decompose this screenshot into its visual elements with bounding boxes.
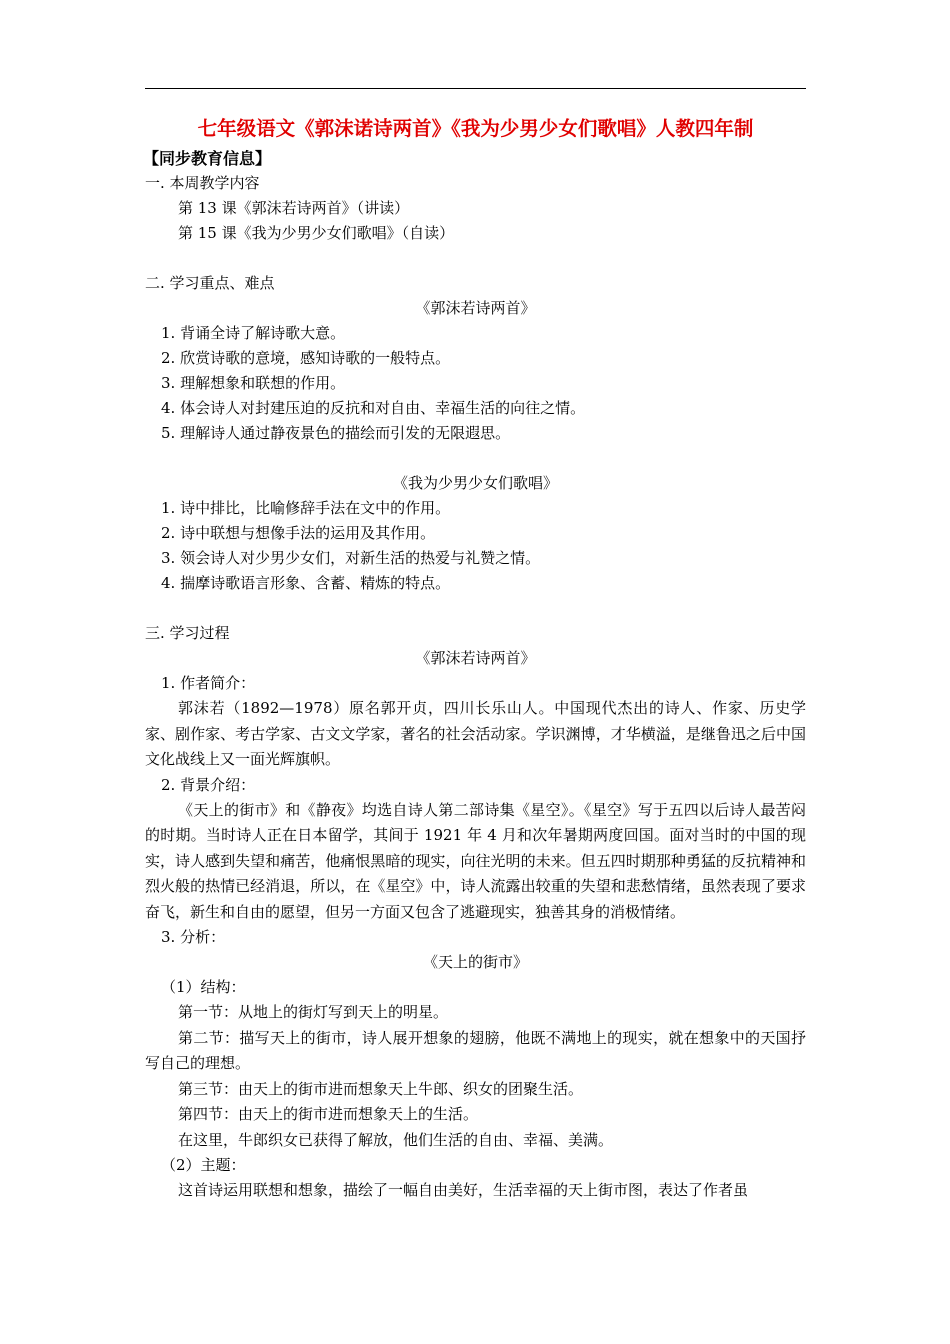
item-label: （1）结构： [161, 978, 246, 996]
structure-paragraph: 第二节：描写天上的街市，诗人展开想象的翅膀，他既不满地上的现实，就在想象中的天国抒写自己的理想。 [145, 1028, 806, 1072]
poem-title: 《天上的街市》 [422, 953, 528, 971]
section-1-heading: 一. 本周教学内容 [145, 174, 260, 192]
list-item: 2. 欣赏诗歌的意境，感知诗歌的一般特点。 [161, 349, 451, 367]
theme-paragraph: 这首诗运用联想和想象，描绘了一幅自由美好，生活幸福的天上街市图，表达了作者虽 [178, 1181, 749, 1199]
structure-paragraph: 第三节：由天上的街市进而想象天上牛郎、织女的团聚生活。 [178, 1079, 584, 1098]
item-label: 2. 背景介绍： [161, 775, 256, 794]
list-item: 4. 体会诗人对封建压迫的反抗和对自由、幸福生活的向往之情。 [161, 399, 586, 417]
structure-paragraph: 第四节：由天上的街市进而想象天上的生活。 [178, 1105, 479, 1123]
structure-paragraph: 第一节：从地上的街灯写到天上的明星。 [178, 1003, 449, 1021]
item-label: 1. 作者简介： [161, 674, 256, 692]
list-item: 2. 诗中联想与想像手法的运用及其作用。 [161, 524, 436, 542]
list-item: 4. 揣摩诗歌语言形象、含蓄、精炼的特点。 [161, 574, 451, 592]
spacer [145, 596, 806, 621]
list-item: 3. 领会诗人对少男少女们，对新生活的热爱与礼赞之情。 [161, 549, 541, 567]
section-label: 【同步教育信息】 [143, 149, 272, 168]
lesson-item: 第 13 课《郭沫若诗两首》（讲读） [178, 199, 410, 217]
structure-paragraph: 在这里，牛郎织女已获得了解放，他们生活的自由、幸福、美满。 [178, 1130, 614, 1149]
lesson-item: 第 15 课《我为少男少女们歌唱》（自读） [178, 224, 455, 242]
spacer [145, 446, 806, 471]
document-title: 七年级语文《郭沫诺诗两首》《我为少男少女们歌唱》人教四年制 [197, 117, 754, 140]
section-3-heading: 三. 学习过程 [145, 624, 230, 642]
list-item: 3. 理解想象和联想的作用。 [161, 374, 346, 392]
document-body [145, 113, 806, 1204]
list-item: 1. 诗中排比，比喻修辞手法在文中的作用。 [161, 499, 451, 517]
section-2-heading: 二. 学习重点、难点 [145, 274, 275, 292]
spacer [145, 246, 806, 271]
item-label: 3. 分析： [161, 928, 226, 946]
subsection-title: 《我为少男少女们歌唱》 [392, 474, 558, 492]
list-item: 1. 背诵全诗了解诗歌大意。 [161, 324, 346, 342]
item-label: （2）主题： [161, 1156, 246, 1174]
background-paragraph: 《天上的街市》和《静夜》均选自诗人第二部诗集《星空》。《星空》写于五四以后诗人最苦闷的时期。当时诗人正在日本留学，其间于 1921 年 4 月和次年暑期两度回国。面对当时的中国的现实，诗人感到失望和痛苦，他痛恨黑暗的现实，向往光明的未来。但五四时期那种勇猛的反抗精神和烈火般的热情已经消退，所以，在《星空》中，诗人流露出较重的失望和悲愁情绪，虽然表现了要求奋飞，新生和自由的愿望，但另一方面又包含了逃避现实，独善其身的消极情绪。 [145, 800, 806, 921]
subsection-title: 《郭沫若诗两首》 [415, 649, 536, 667]
list-item: 5. 理解诗人通过静夜景色的描绘而引发的无限遐思。 [161, 424, 511, 442]
header-rule [145, 88, 806, 89]
subsection-title: 《郭沫若诗两首》 [415, 299, 536, 317]
author-paragraph: 郭沫若（1892—1978）原名郭开贞，四川长乐山人。中国现代杰出的诗人、作家、历史学家、剧作家、考古学家、古文文学家，著名的社会活动家。学识渊博，才华横溢，是继鲁迅之后中国文化战线上又一面光辉旗帜。 [145, 699, 806, 768]
